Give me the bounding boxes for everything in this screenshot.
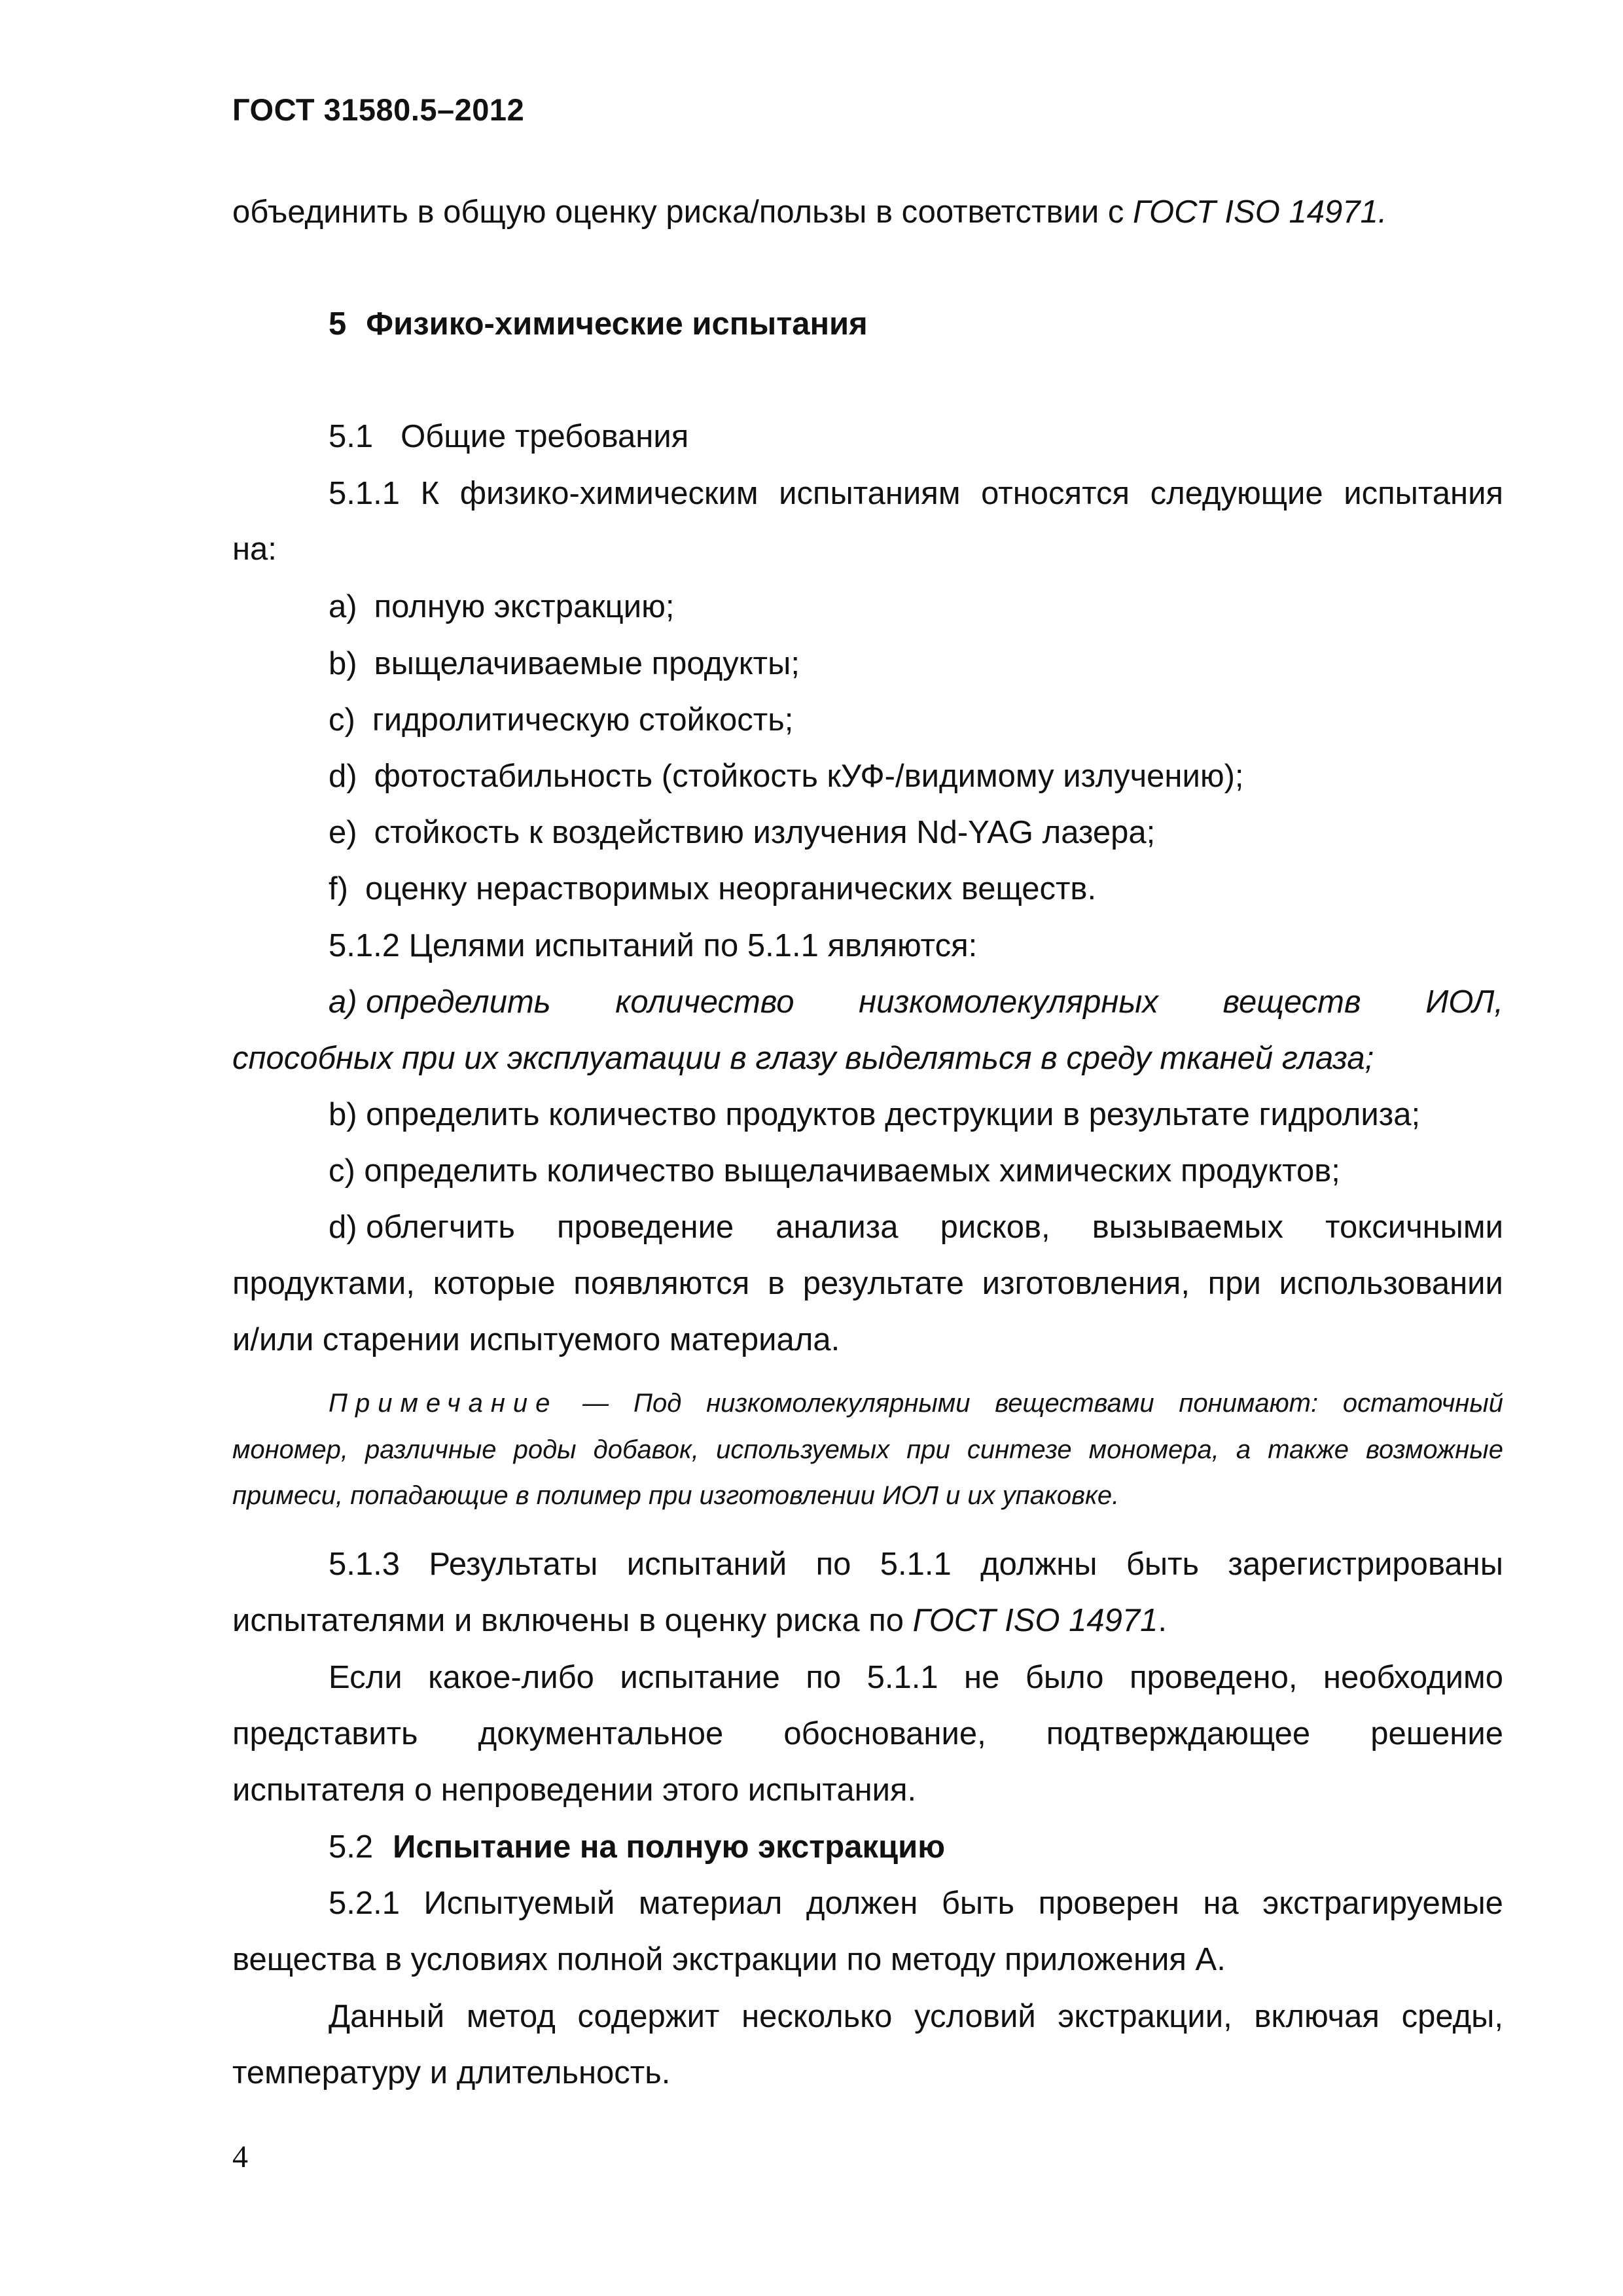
list-label: e) (329, 815, 357, 850)
note-line3: примеси, попадающие в полимер при изготовлении ИОЛ и их упаковке. (232, 1481, 1120, 1510)
section-5-2-heading (329, 1831, 945, 1863)
s5-1-3-p2-word: представить (232, 1716, 418, 1751)
list-text: оценку нерастворимых неорганических веществ. (365, 871, 1097, 906)
list-text: полную экстракцию; (374, 589, 675, 624)
note-word: — (582, 1389, 609, 1418)
note-word: при (906, 1435, 950, 1464)
s5-1-2-a-word: ИОЛ, (1425, 984, 1503, 1020)
s5-1-2-d-word: d) облегчить (329, 1210, 515, 1245)
note-word: также (1268, 1435, 1349, 1464)
s5-1-2-d-line3: и/или старении испытуемого материала. (232, 1322, 840, 1357)
s5-1-2-d-word: продуктами, (232, 1266, 415, 1301)
s5-1-3-p2-word: не (964, 1660, 1000, 1695)
document-header: ГОСТ 31580.5–2012 (232, 92, 525, 127)
s5-1-3-p2-line3: испытателя о непроведении этого испытания. (232, 1772, 917, 1808)
s5-2-p2-word: экстракции, (1058, 1999, 1232, 2034)
s5-2-1-word: должен (806, 1886, 918, 1921)
note-line2 (232, 1437, 1503, 1463)
s5-1-3-p2-word: проведено, (1129, 1660, 1298, 1695)
list-label: f) (329, 871, 348, 906)
s5-1-3-p2-word: документальное (478, 1716, 724, 1751)
note-word: синтезе (967, 1435, 1072, 1464)
s5-1-3-p2-word: 5.1.1 (866, 1660, 938, 1695)
s5-1-3-standard-ref: ГОСТ ISO 14971 (912, 1603, 1158, 1638)
s5-1-2-a-word: веществ (1222, 984, 1361, 1020)
list-label: c) (329, 702, 355, 738)
note-word: низкомолекулярными (706, 1389, 971, 1418)
s5-2-1-word: проверен (1038, 1886, 1179, 1921)
note-word: мономер, (232, 1435, 348, 1464)
s5-1-3-word: Результаты (429, 1547, 598, 1582)
intro-text: объединить в общую оценку риска/пользы в соответствии с (232, 194, 1133, 230)
s5-2-p2-line1 (329, 2001, 1503, 2033)
s5-1-2-d-word: при (1207, 1266, 1261, 1301)
list-text: выщелачиваемые продукты; (374, 646, 800, 681)
s5-1-3-p2-line2 (232, 1718, 1503, 1750)
s5-1-2-d-word: появляются (573, 1266, 750, 1301)
s5-1-2-a-word: а) определить (329, 984, 551, 1020)
s5-1-3-word: 5.1.1 (880, 1547, 952, 1582)
page-number: 4 (232, 2140, 248, 2174)
note-word: добавок, (593, 1435, 700, 1464)
s5-1-3-p2-word: решение (1370, 1716, 1503, 1751)
list-label: b) (329, 646, 357, 681)
list-text: фотостабильность (стойкость кУФ-/видимому излучению); (374, 759, 1244, 794)
list-item-f (329, 873, 1096, 905)
s5-1-3-p2-word: Если (329, 1660, 402, 1695)
s5-1-3-word: 5.1.3 (329, 1547, 400, 1582)
section-5-title: Физико-химические испытания (366, 306, 868, 342)
s5-1-3-p2-line1 (329, 1662, 1503, 1694)
s5-2-1-word: экстрагируемые (1262, 1886, 1503, 1921)
s5-2-p2-word: среды, (1401, 1999, 1503, 2034)
s5-1-2-d-line2 (232, 1268, 1503, 1300)
s5-1-2-d-line1 (329, 1211, 1503, 1244)
list-item-d (329, 761, 1244, 793)
intro-standard-ref: ГОСТ ISO 14971. (1132, 194, 1387, 230)
note-word: различные (365, 1435, 497, 1464)
note-word: возможные (1366, 1435, 1503, 1464)
s5-1-3-word: по (815, 1547, 851, 1582)
note-word: понимают: (1179, 1389, 1319, 1418)
s5-1-2-b: b) определить количество продуктов деструкции в результате гидролиза; (329, 1097, 1421, 1132)
section-5-1-heading (329, 421, 688, 453)
note-word: Под (633, 1389, 682, 1418)
s5-2-1-line2: вещества в условиях полной экстракции по методу приложения А. (232, 1942, 1226, 1977)
section-5-1-title: Общие требования (401, 419, 689, 454)
section-5-1-num: 5.1 (329, 419, 374, 454)
s5-1-2-heading: 5.1.2 Целями испытаний по 5.1.1 являются: (329, 928, 978, 963)
s5-1-3-word: должны (980, 1547, 1097, 1582)
s5-1-3-line1 (329, 1549, 1503, 1581)
s5-1-2-d-word: результате (802, 1266, 964, 1301)
s5-1-1-word: относятся (981, 476, 1130, 511)
note-word: а (1236, 1435, 1251, 1464)
s5-2-p2-word: Данный (329, 1999, 445, 2034)
s5-1-1-word: испытания (1344, 476, 1503, 511)
s5-1-1-word: 5.1.1 (329, 476, 400, 511)
s5-1-2-c: c) определить количество выщелачиваемых химических продуктов; (329, 1153, 1340, 1189)
s5-1-3-p2-word: испытание (620, 1660, 780, 1695)
list-item-a (329, 591, 674, 623)
s5-1-3-text: испытателями и включены в оценку риска по (232, 1603, 913, 1638)
s5-1-1-line1 (329, 478, 1503, 510)
s5-1-2-d-word: изготовления, (982, 1266, 1190, 1301)
s5-2-p2-word: включая (1254, 1999, 1380, 2034)
s5-1-3-p2-word: подтверждающее (1046, 1716, 1311, 1751)
s5-1-3-p2-word: необходимо (1323, 1660, 1503, 1695)
s5-1-3-word: испытаний (626, 1547, 787, 1582)
s5-2-1-word: 5.2.1 (329, 1886, 400, 1921)
note-word: используемых (716, 1435, 890, 1464)
list-label: d) (329, 759, 357, 794)
note-line1 (329, 1390, 1503, 1416)
note-word: остаточный (1342, 1389, 1503, 1418)
s5-1-2-a-word: низкомолекулярных (859, 984, 1158, 1020)
s5-1-3-word: быть (1126, 1547, 1200, 1582)
s5-1-3-p2-word: по (806, 1660, 842, 1695)
s5-1-2-a-cont: способных при их эксплуатации в глазу выделяться в среду тканей глаза; (232, 1041, 1374, 1076)
list-label: a) (329, 589, 357, 624)
s5-2-1-word: на (1203, 1886, 1239, 1921)
s5-1-1-word: физико-химическим (459, 476, 758, 511)
s5-1-3-p2-word: было (1025, 1660, 1104, 1695)
list-item-e (329, 817, 1155, 849)
section-5-2-title: Испытание на полную экстракцию (393, 1829, 946, 1865)
s5-1-1-cont: на: (232, 531, 277, 567)
note-word: веществами (995, 1389, 1154, 1418)
s5-2-1-word: материал (638, 1886, 783, 1921)
s5-1-3-p2-word: обоснование, (783, 1716, 986, 1751)
note-label: Примечание (329, 1389, 558, 1418)
s5-1-1-word: испытаниям (779, 476, 961, 511)
s5-2-p2-word: условий (914, 1999, 1036, 2034)
section-5-number: 5 (329, 306, 347, 342)
list-text: гидролитическую стойкость; (372, 702, 794, 738)
s5-2-p2-line2: температуру и длительность. (232, 2055, 671, 2090)
s5-2-1-line1 (329, 1888, 1503, 1920)
list-text: стойкость к воздействию излучения Nd-YAG лазера; (374, 815, 1156, 850)
s5-2-p2-word: содержит (577, 1999, 720, 2034)
intro-line (232, 196, 1387, 228)
s5-1-3-period: . (1158, 1603, 1168, 1638)
s5-1-1-word: К (420, 476, 440, 511)
note-word: роды (513, 1435, 577, 1464)
s5-1-2-d-word: проведение (556, 1210, 734, 1245)
note-word: мономера, (1088, 1435, 1219, 1464)
s5-1-2-d-word: рисков, (940, 1210, 1050, 1245)
list-item-c (329, 704, 793, 736)
s5-1-1-word: следующие (1150, 476, 1323, 511)
s5-1-2-d-word: которые (433, 1266, 556, 1301)
s5-1-2-d-word: токсичными (1325, 1210, 1503, 1245)
list-item-b (329, 648, 800, 680)
s5-1-3-word: зарегистрированы (1228, 1547, 1503, 1582)
s5-1-2-d-word: в (767, 1266, 785, 1301)
s5-2-p2-word: метод (466, 1999, 556, 2034)
s5-2-1-word: быть (941, 1886, 1015, 1921)
s5-2-p2-word: несколько (741, 1999, 893, 2034)
s5-1-3-line2 (232, 1605, 1167, 1637)
s5-2-1-word: Испытуемый (423, 1886, 615, 1921)
s5-1-3-p2-word: какое-либо (428, 1660, 594, 1695)
s5-1-2-d-word: использовании (1279, 1266, 1503, 1301)
s5-1-2-a-line1 (329, 986, 1503, 1018)
s5-1-2-d-word: вызываемых (1092, 1210, 1284, 1245)
section-5-2-number: 5.2 (329, 1829, 374, 1865)
s5-1-2-d-word: анализа (776, 1210, 899, 1245)
s5-1-2-a-word: количество (615, 984, 794, 1020)
section-5-heading (329, 308, 868, 340)
